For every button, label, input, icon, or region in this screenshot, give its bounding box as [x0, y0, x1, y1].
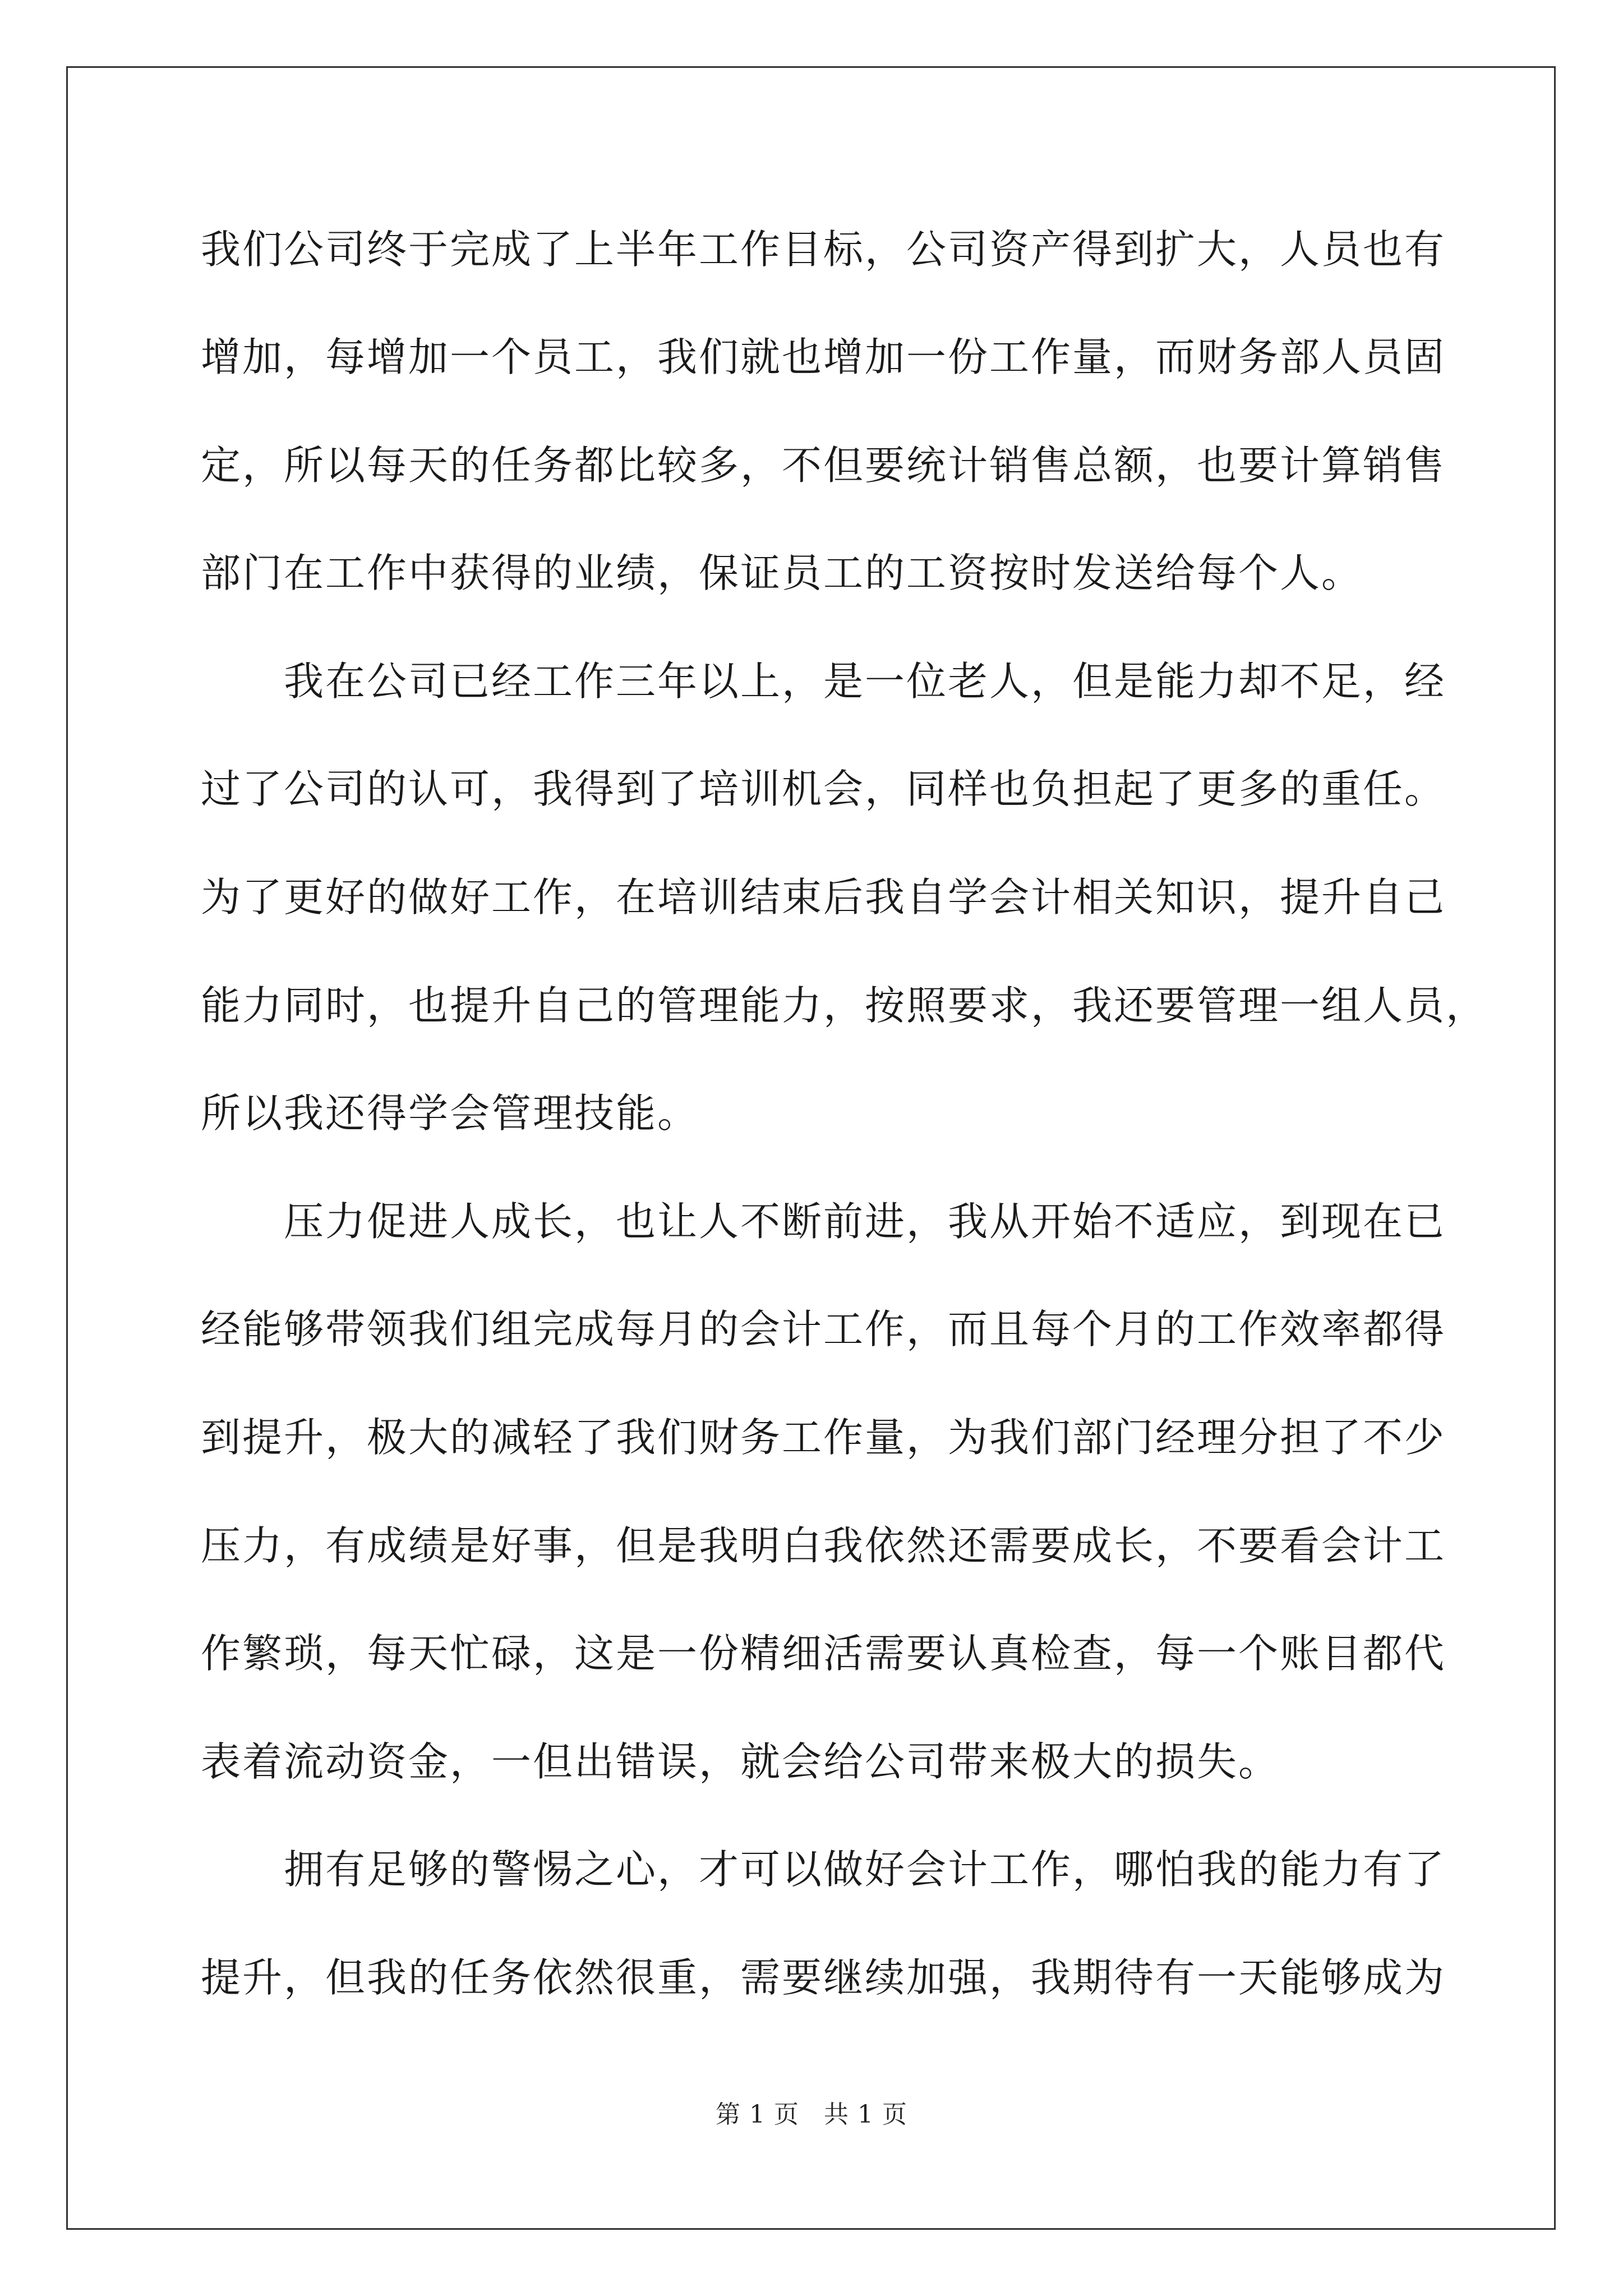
- body-text-line: 定，所以每天的任务都比较多，不但要统计销售总额，也要计算销售: [201, 442, 1446, 489]
- body-text-line: 增加，每增加一个员工，我们就也增加一份工作量，而财务部人员固: [201, 334, 1446, 380]
- body-text-line: 为了更好的做好工作，在培训结束后我自学会计相关知识，提升自己: [201, 874, 1446, 921]
- page-total: 共 1 页: [824, 2100, 907, 2129]
- body-text-line: 到提升，极大的减轻了我们财务工作量，为我们部门经理分担了不少: [201, 1414, 1446, 1461]
- page-footer: [0, 2098, 1623, 2132]
- body-text-line: 拥有足够的警惕之心，才可以做好会计工作，哪怕我的能力有了: [201, 1846, 1446, 1893]
- page-number: 第 1 页: [716, 2100, 799, 2129]
- body-text-line: 部门在工作中获得的业绩，保证员工的工资按时发送给每个人。: [201, 550, 1363, 596]
- body-text-line: 表着流动资金，一但出错误，就会给公司带来极大的损失。: [201, 1738, 1280, 1785]
- body-text-line: 我们公司终于完成了上半年工作目标，公司资产得到扩大，人员也有: [201, 226, 1446, 273]
- body-text-line: 过了公司的认可，我得到了培训机会，同样也负担起了更多的重任。: [201, 766, 1446, 812]
- body-text-line: 提升，但我的任务依然很重，需要继续加强，我期待有一天能够成为: [201, 1954, 1446, 2001]
- body-text-line: 压力，有成绩是好事，但是我明白我依然还需要成长，不要看会计工: [201, 1522, 1446, 1569]
- body-text-line: 压力促进人成长，也让人不断前进，我从开始不适应，到现在已: [201, 1198, 1446, 1245]
- body-text-line: 作繁琐，每天忙碌，这是一份精细活需要认真检查，每一个账目都代: [201, 1630, 1446, 1677]
- body-text-line: 我在公司已经工作三年以上，是一位老人，但是能力却不足，经: [201, 658, 1446, 705]
- page-border: [66, 66, 1556, 2230]
- body-text-line: 经能够带领我们组完成每月的会计工作，而且每个月的工作效率都得: [201, 1306, 1446, 1352]
- body-text-line: 能力同时，也提升自己的管理能力，按照要求，我还要管理一组人员，: [201, 982, 1488, 1029]
- body-text-line: 所以我还得学会管理技能。: [201, 1090, 699, 1137]
